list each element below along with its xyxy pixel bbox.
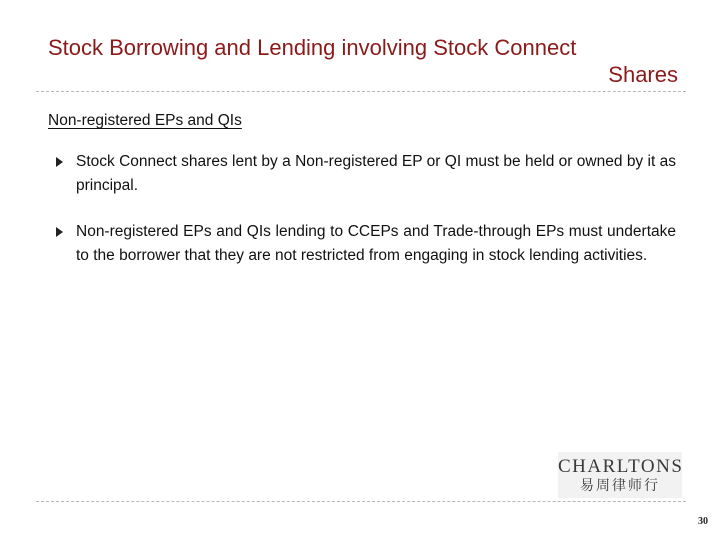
- bullet-text-1: Stock Connect shares lent by a Non-registered EP or QI must be held or owned by it as principal.: [76, 153, 676, 194]
- logo-wordmark: CHARLTONS: [558, 456, 684, 477]
- page-number: 30: [698, 516, 708, 527]
- slide-title-line-2: Shares: [608, 62, 678, 87]
- slide-title-line-1: Stock Borrowing and Lending involving Stock Connect: [48, 35, 577, 60]
- triangle-right-icon: [56, 227, 63, 237]
- bottom-divider: [36, 501, 686, 502]
- bullet-item-2: [48, 220, 676, 268]
- section-subheading: Non-registered EPs and QIs: [48, 112, 242, 129]
- bullet-text-2: Non-registered EPs and QIs lending to CCEPs and Trade-through EPs must undertake to the borrower that they are not restricted from engaging in stock lending activities.: [76, 223, 676, 264]
- bullet-list: [48, 150, 676, 290]
- charltons-logo: [558, 452, 682, 498]
- slide-title: [48, 34, 678, 88]
- logo-chinese-name: 易周律师行: [580, 478, 660, 494]
- triangle-right-icon: [56, 157, 63, 167]
- top-divider: [36, 91, 686, 92]
- bullet-item-1: [48, 150, 676, 198]
